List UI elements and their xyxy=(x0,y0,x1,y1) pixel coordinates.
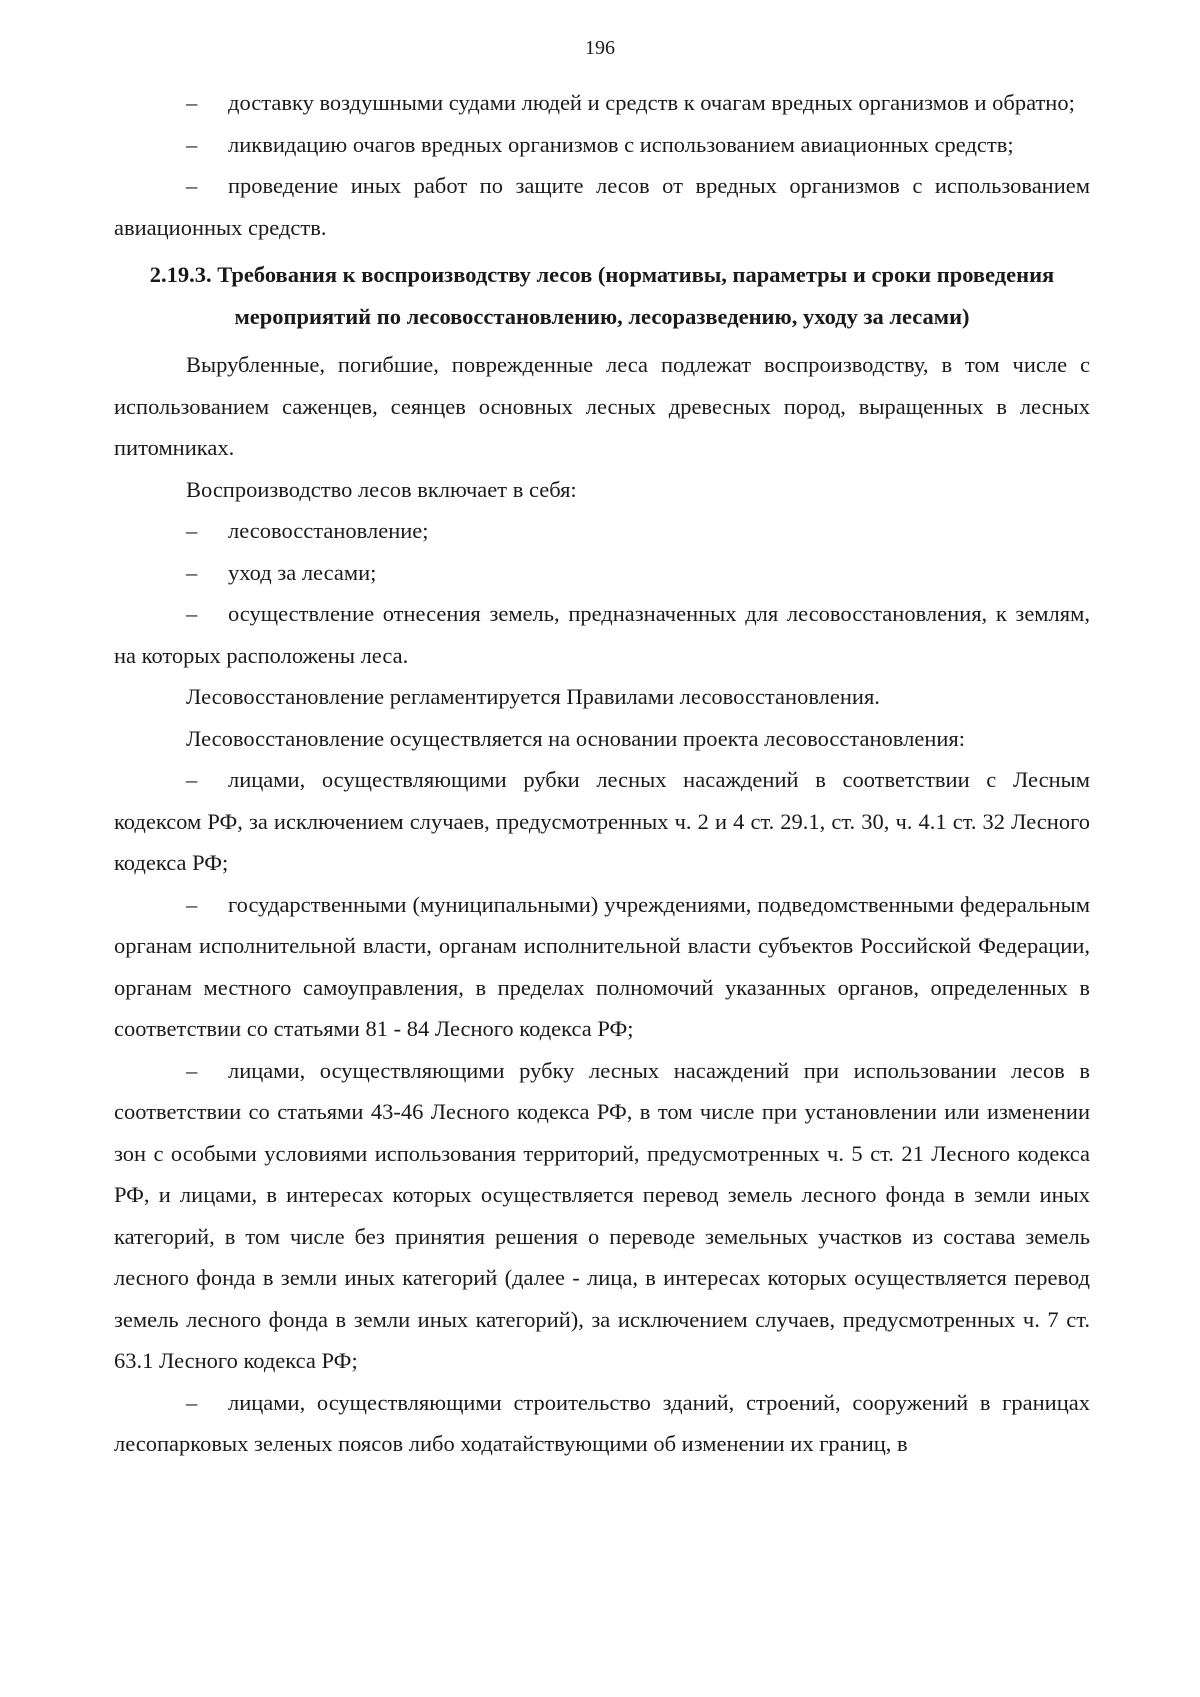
list-item-text: государственными (муниципальными) учреждениями, подведомственными федеральным органам исполнительной власти, органам исполнительной власти субъектов Российской Федерации, органам местного самоуправления, в пределах полномочий указанных органов, определенных в соответствии со статьями 81 - 84 Лесного кодекса РФ; xyxy=(114,891,1090,1041)
section-heading: 2.19.3. Требования к воспроизводству лесов (нормативы, параметры и сроки проведения мероприятий по лесовосстановлению, лесоразведению, уходу за лесами) xyxy=(149,262,1055,329)
dash-marker: – xyxy=(186,90,198,115)
list-item-text: доставку воздушными судами людей и средств к очагам вредных организмов и обратно; xyxy=(228,90,1075,115)
dash-marker: – xyxy=(186,518,198,543)
paragraph-basis: Лесовосстановление осуществляется на основании проекта лесовосстановления: xyxy=(186,725,965,751)
list-item xyxy=(114,884,1090,1050)
dash-marker: – xyxy=(186,1057,198,1083)
dash-marker: – xyxy=(186,559,198,585)
dash-marker: – xyxy=(186,131,198,157)
list-item xyxy=(114,1382,1090,1465)
page-content xyxy=(114,82,1090,1465)
dash-marker: – xyxy=(186,601,198,626)
list-item xyxy=(114,759,1090,884)
paragraph-regulation: Лесовосстановление регламентируется Правилами лесовосстановления. xyxy=(186,684,880,709)
dash-marker: – xyxy=(186,1389,198,1415)
paragraph-reproduction-includes: Воспроизводство лесов включает в себя: xyxy=(186,476,577,502)
dash-marker: – xyxy=(186,767,198,792)
list-item-text: лицами, осуществляющими рубки лесных насаждений в соответствии с Лесным кодексом РФ, за исключением случаев, предусмотренных ч. 2 и 4 ст. 29.1, ст. 30, ч. 4.1 ст. 32 Лесного кодекса РФ; xyxy=(114,767,1090,875)
list-item-text: проведение иных работ по защите лесов от вредных организмов с использованием авиационных средств. xyxy=(114,173,1090,240)
list-item xyxy=(114,1050,1090,1382)
list-item-text: лесовосстановление; xyxy=(228,518,429,543)
dash-marker: – xyxy=(186,173,198,198)
list-item-text: лицами, осуществляющими строительство зданий, строений, сооружений в границах лесопарковых зеленых поясов либо ходатайствующими об изменении их границ, в xyxy=(114,1389,1090,1456)
list-item-text: лицами, осуществляющими рубку лесных насаждений при использовании лесов в соответствии со статьями 43-46 Лесного кодекса РФ, в том числе при установлении или изменении зон с особыми условиями использования территорий, предусмотренных ч. 5 ст. 21 Лесного кодекса РФ, и лицами, в интересах которых осуществляется перевод земель лесного фонда в земли иных категорий, в том числе без принятия решения о переводе земельных участков из состава земель лесного фонда в земли иных категорий (далее - лица, в интересах которых осуществляется перевод земель лесного фонда в земли иных категорий), за исключением случаев, предусмотренных ч. 7 ст. 63.1 Лесного кодекса РФ; xyxy=(114,1057,1090,1373)
list-item-text: ликвидацию очагов вредных организмов с использованием авиационных средств; xyxy=(228,131,1014,157)
list-item xyxy=(114,593,1090,676)
list-item xyxy=(114,82,1090,124)
list-item xyxy=(114,510,1090,552)
paragraph-reproduction-obligation: Вырубленные, погибшие, поврежденные леса подлежат воспроизводству, в том числе с использованием саженцев, сеянцев основных лесных древесных пород, выращенных в лесных питомниках. xyxy=(114,352,1090,460)
list-item-text: уход за лесами; xyxy=(228,559,377,585)
list-item xyxy=(114,552,1090,594)
list-item xyxy=(114,124,1090,166)
list-item-text: осуществление отнесения земель, предназначенных для лесовосстановления, к землям, на которых расположены леса. xyxy=(114,601,1090,668)
page-number: 196 xyxy=(585,37,615,59)
list-item xyxy=(114,165,1090,248)
dash-marker: – xyxy=(186,891,198,917)
